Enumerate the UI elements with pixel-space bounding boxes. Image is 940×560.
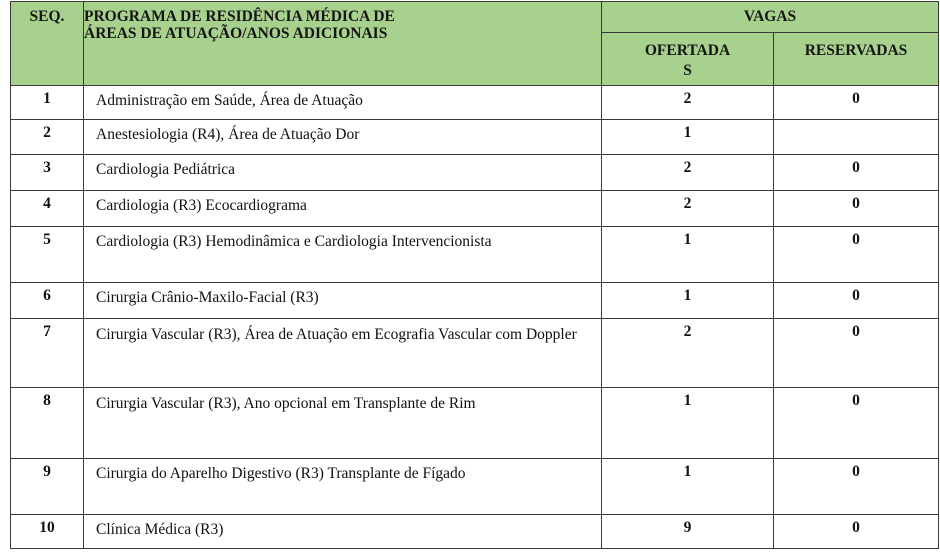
row-reservadas: 0 <box>774 155 939 191</box>
row-program: Cirurgia Crânio-Maxilo-Facial (R3) <box>84 283 602 319</box>
row-ofertadas: 2 <box>602 86 774 120</box>
row-seq: 10 <box>11 515 84 549</box>
row-program: Clínica Médica (R3) <box>84 515 602 549</box>
row-ofertadas: 2 <box>602 155 774 191</box>
vacancies-table <box>10 1 939 549</box>
row-ofertadas: 1 <box>602 459 774 515</box>
row-reservadas: 0 <box>774 227 939 283</box>
table-row <box>11 86 939 120</box>
row-seq: 6 <box>11 283 84 319</box>
header-ofertadas-line2: S <box>683 62 692 79</box>
header-seq: SEQ. <box>11 2 84 86</box>
row-ofertadas: 9 <box>602 515 774 549</box>
row-seq: 4 <box>11 191 84 227</box>
row-seq: 7 <box>11 319 84 388</box>
row-program: Cardiologia (R3) Hemodinâmica e Cardiologia Intervencionista <box>84 227 602 283</box>
row-ofertadas: 1 <box>602 283 774 319</box>
header-vagas: VAGAS <box>602 2 939 33</box>
header-reservadas: RESERVADAS <box>774 33 939 86</box>
table-row <box>11 283 939 319</box>
row-seq: 3 <box>11 155 84 191</box>
row-program: Cirurgia do Aparelho Digestivo (R3) Transplante de Fígado <box>84 459 602 515</box>
table-row <box>11 120 939 155</box>
table-row <box>11 155 939 191</box>
header-ofertadas <box>602 33 774 86</box>
row-reservadas <box>774 120 939 155</box>
row-reservadas: 0 <box>774 459 939 515</box>
table-row <box>11 191 939 227</box>
row-program: Cirurgia Vascular (R3), Ano opcional em Transplante de Rim <box>84 388 602 459</box>
row-seq: 9 <box>11 459 84 515</box>
row-reservadas: 0 <box>774 515 939 549</box>
header-ofertadas-line1: OFERTADA <box>644 42 731 59</box>
row-ofertadas: 1 <box>602 227 774 283</box>
row-ofertadas: 2 <box>602 319 774 388</box>
table-row <box>11 459 939 515</box>
row-seq: 2 <box>11 120 84 155</box>
row-reservadas: 0 <box>774 283 939 319</box>
row-program: Cardiologia Pediátrica <box>84 155 602 191</box>
table-row <box>11 515 939 549</box>
table-row <box>11 319 939 388</box>
row-seq: 5 <box>11 227 84 283</box>
row-program: Anestesiologia (R4), Área de Atuação Dor <box>84 120 602 155</box>
table-row <box>11 388 939 459</box>
row-ofertadas: 1 <box>602 120 774 155</box>
row-reservadas: 0 <box>774 86 939 120</box>
row-ofertadas: 2 <box>602 191 774 227</box>
row-reservadas: 0 <box>774 388 939 459</box>
row-seq: 8 <box>11 388 84 459</box>
row-program: Cardiologia (R3) Ecocardiograma <box>84 191 602 227</box>
row-program: Administração em Saúde, Área de Atuação <box>84 86 602 120</box>
row-program: Cirurgia Vascular (R3), Área de Atuação em Ecografia Vascular com Doppler <box>84 319 602 388</box>
row-seq: 1 <box>11 86 84 120</box>
header-program-line1: PROGRAMA DE RESIDÊNCIA MÉDICA DE <box>84 8 395 25</box>
header-program <box>84 2 602 86</box>
row-reservadas: 0 <box>774 319 939 388</box>
row-ofertadas: 1 <box>602 388 774 459</box>
table-row <box>11 227 939 283</box>
header-program-line2: ÁREAS DE ATUAÇÃO/ANOS ADICIONAIS <box>84 25 388 42</box>
row-reservadas: 0 <box>774 191 939 227</box>
